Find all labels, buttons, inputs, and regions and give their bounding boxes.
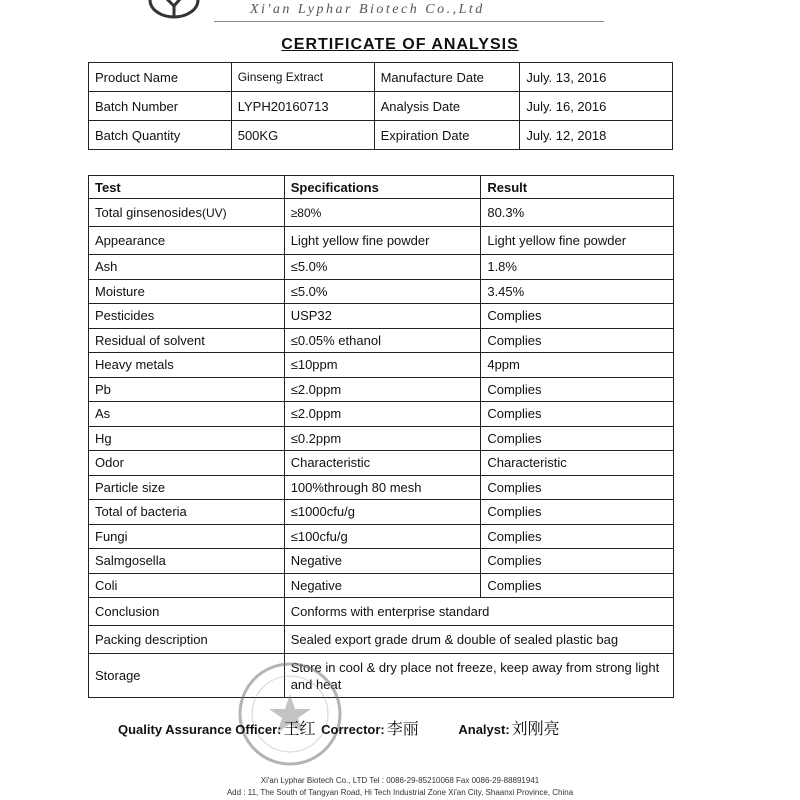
info-value: July. 12, 2018	[520, 121, 673, 150]
footer-contact: Xi'an Lyphar Biotech Co., LTD Tel : 0086-29-85210068 Fax 0086-29-88891941	[260, 776, 540, 785]
info-label: Expiration Date	[374, 121, 520, 150]
test-name: Odor	[89, 451, 285, 476]
test-name: Particle size	[89, 475, 285, 500]
test-name: Pb	[89, 377, 285, 402]
test-result: Complies	[481, 426, 674, 451]
info-value: July. 16, 2016	[520, 92, 673, 121]
table-row	[89, 227, 674, 255]
test-name: Salmgosella	[89, 549, 285, 574]
packing-value: Sealed export grade drum & double of sealed plastic bag	[284, 626, 673, 654]
info-row	[89, 92, 673, 121]
test-spec: ≤2.0ppm	[284, 377, 481, 402]
test-result: Complies	[481, 573, 674, 598]
company-seal-stamp	[236, 660, 344, 768]
storage-row	[89, 654, 674, 698]
table-row	[89, 255, 674, 280]
table-row	[89, 451, 674, 476]
test-spec: Negative	[284, 573, 481, 598]
test-result: Complies	[481, 524, 674, 549]
test-result: Complies	[481, 402, 674, 427]
table-header-row	[89, 176, 674, 199]
test-name: Appearance	[89, 227, 285, 255]
company-logo	[144, 0, 204, 20]
conclusion-label: Conclusion	[89, 598, 285, 626]
info-label: Batch Number	[89, 92, 232, 121]
table-row	[89, 199, 674, 227]
test-spec: Characteristic	[284, 451, 481, 476]
table-row	[89, 402, 674, 427]
table-row	[89, 353, 674, 378]
test-result: 80.3%	[481, 199, 674, 227]
test-result: Complies	[481, 549, 674, 574]
test-spec: ≤0.2ppm	[284, 426, 481, 451]
test-spec: ≤5.0%	[284, 255, 481, 280]
info-row	[89, 63, 673, 92]
page-title: CERTIFICATE OF ANALYSIS	[281, 36, 519, 53]
corrector-signature: 李丽	[386, 719, 419, 738]
qa-officer-signature: 王红	[283, 719, 316, 738]
product-info-table	[88, 62, 673, 150]
test-spec: Negative	[284, 549, 481, 574]
info-label: Analysis Date	[374, 92, 520, 121]
info-label: Product Name	[89, 63, 232, 92]
test-result: Complies	[481, 377, 674, 402]
test-method-note: (UV)	[201, 206, 227, 220]
packing-label: Packing description	[89, 626, 285, 654]
table-row	[89, 377, 674, 402]
test-name: As	[89, 402, 285, 427]
column-header-specifications: Specifications	[284, 176, 481, 199]
test-name: Moisture	[89, 279, 285, 304]
footer-address: Add : 11, The South of Tangyan Road, Hi Tech Industrial Zone Xi'an City, Shaanxi Province, China	[226, 788, 574, 797]
test-name: Pesticides	[89, 304, 285, 329]
storage-label: Storage	[89, 654, 285, 698]
table-row	[89, 500, 674, 525]
qa-officer-label: Quality Assurance Officer:	[118, 722, 282, 737]
table-row	[89, 328, 674, 353]
conclusion-row	[89, 598, 674, 626]
storage-value: Store in cool & dry place not freeze, keep away from strong light and heat	[284, 654, 673, 698]
test-name: Heavy metals	[89, 353, 285, 378]
test-result: Complies	[481, 500, 674, 525]
table-row	[89, 524, 674, 549]
test-name: Hg	[89, 426, 285, 451]
test-result: 1.8%	[481, 255, 674, 280]
info-row	[89, 121, 673, 150]
test-name-text: Total ginsenosides	[95, 205, 202, 220]
info-value: Ginseng Extract	[231, 63, 374, 92]
test-spec: ≥80%	[284, 199, 481, 227]
test-name: Total of bacteria	[89, 500, 285, 525]
table-row	[89, 549, 674, 574]
info-value: LYPH20160713	[231, 92, 374, 121]
test-spec: Light yellow fine powder	[284, 227, 481, 255]
test-spec: ≤0.05% ethanol	[284, 328, 481, 353]
analyst-label: Analyst:	[458, 722, 510, 737]
info-value: 500KG	[231, 121, 374, 150]
test-spec: USP32	[284, 304, 481, 329]
info-value: July. 13, 2016	[520, 63, 673, 92]
table-row	[89, 304, 674, 329]
info-label: Manufacture Date	[374, 63, 520, 92]
test-spec: ≤1000cfu/g	[284, 500, 481, 525]
test-result: Light yellow fine powder	[481, 227, 674, 255]
test-spec: ≤10ppm	[284, 353, 481, 378]
test-spec: ≤2.0ppm	[284, 402, 481, 427]
info-label: Batch Quantity	[89, 121, 232, 150]
test-result: Characteristic	[481, 451, 674, 476]
test-result: 3.45%	[481, 279, 674, 304]
header-divider	[214, 21, 604, 22]
test-result: Complies	[481, 328, 674, 353]
signature-line	[118, 716, 562, 739]
packing-row	[89, 626, 674, 654]
test-result: Complies	[481, 304, 674, 329]
test-result: Complies	[481, 475, 674, 500]
test-spec: 100%through 80 mesh	[284, 475, 481, 500]
column-header-result: Result	[481, 176, 674, 199]
test-result: 4ppm	[481, 353, 674, 378]
analyst-signature: 刘刚亮	[511, 719, 560, 738]
test-name: Residual of solvent	[89, 328, 285, 353]
test-spec: ≤5.0%	[284, 279, 481, 304]
test-spec: ≤100cfu/g	[284, 524, 481, 549]
test-name	[89, 199, 285, 227]
column-header-test: Test	[89, 176, 285, 199]
conclusion-value: Conforms with enterprise standard	[284, 598, 673, 626]
table-row	[89, 573, 674, 598]
test-name: Fungi	[89, 524, 285, 549]
test-name: Ash	[89, 255, 285, 280]
corrector-label: Corrector:	[321, 722, 385, 737]
company-name-header: Xi'an Lyphar Biotech Co.,Ltd	[250, 2, 485, 17]
test-name: Coli	[89, 573, 285, 598]
test-results-table	[88, 175, 674, 698]
table-row	[89, 279, 674, 304]
table-row	[89, 475, 674, 500]
table-row	[89, 426, 674, 451]
